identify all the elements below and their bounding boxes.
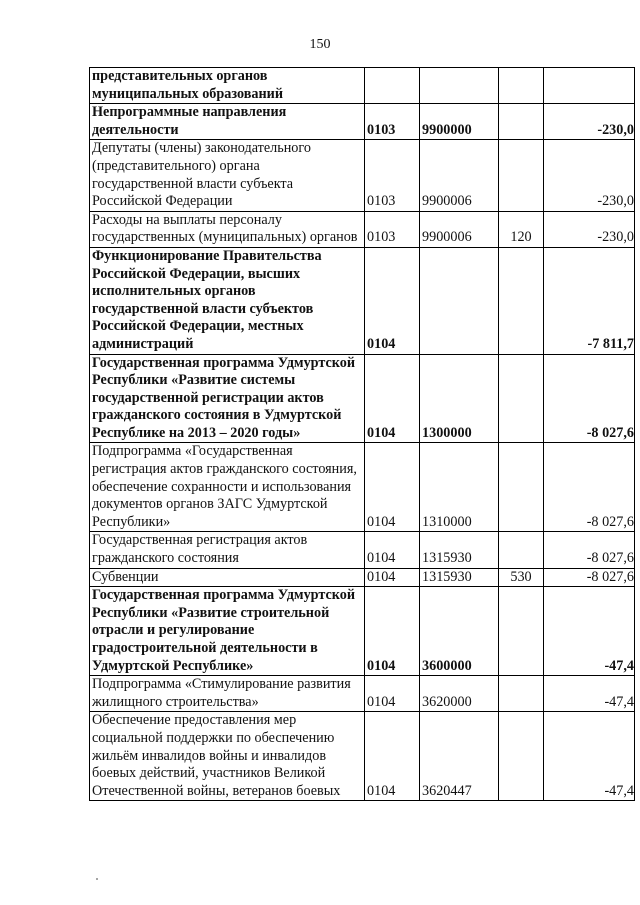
row-csr-cell: 3600000 [420,587,499,676]
table-row [90,443,635,532]
table-row [90,676,635,712]
row-csr-cell: 1300000 [420,354,499,443]
table-row [90,211,635,247]
row-vr-cell [499,587,544,676]
row-vr-cell [499,140,544,211]
row-name-cell: Расходы на выплаты персоналу государственных (муниципальных) органов [90,211,365,247]
row-csr-cell: 1310000 [420,443,499,532]
row-section-cell [365,68,420,104]
row-amount-cell: -230,0 [544,104,635,140]
row-vr-cell: 530 [499,568,544,587]
table-row [90,247,635,354]
row-vr-cell [499,443,544,532]
row-csr-cell [420,68,499,104]
row-vr-cell [499,104,544,140]
row-section-cell: 0104 [365,587,420,676]
row-csr-cell: 1315930 [420,532,499,568]
row-csr-cell: 9900006 [420,211,499,247]
row-amount-cell: -7 811,7 [544,247,635,354]
row-amount-cell [544,68,635,104]
row-name-cell: Обеспечение предоставления мер социальной поддержки по обеспечению жильём инвалидов войны и инвалидов боевых действий, участников Великой Отечественной войны, ветеранов боевых [90,712,365,801]
page-number: 150 [309,37,331,52]
row-name-cell: Государственная программа Удмуртской Республики «Развитие системы государственной регистрации актов гражданского состояния в Удмуртской Республике на 2013 – 2020 годы» [90,354,365,443]
scan-speck [96,878,98,880]
budget-table-body [90,68,635,801]
row-csr-cell [420,247,499,354]
row-name-cell: Государственная регистрация актов гражданского состояния [90,532,365,568]
row-section-cell: 0104 [365,247,420,354]
row-section-cell: 0104 [365,568,420,587]
row-section-cell: 0104 [365,676,420,712]
row-csr-cell: 9900000 [420,104,499,140]
row-name-cell: Подпрограмма «Государственная регистрация актов гражданского состояния, обеспечение сохранности и использования документов органов ЗАГС Удмуртской Республики» [90,443,365,532]
row-name-cell: представительных органов муниципальных образований [90,68,365,104]
row-name-cell: Депутаты (члены) законодательного (представительного) органа государственной власти субъекта Российской Федерации [90,140,365,211]
row-vr-cell [499,532,544,568]
row-csr-cell: 9900006 [420,140,499,211]
row-name-cell: Подпрограмма «Стимулирование развития жилищного строительства» [90,676,365,712]
row-name-cell: Функционирование Правительства Российской Федерации, высших исполнительных органов государственной власти субъектов Российской Федерации, местных администраций [90,247,365,354]
row-csr-cell: 3620447 [420,712,499,801]
row-vr-cell: 120 [499,211,544,247]
row-section-cell: 0104 [365,712,420,801]
row-section-cell: 0103 [365,211,420,247]
row-vr-cell [499,68,544,104]
row-amount-cell: -8 027,6 [544,443,635,532]
row-csr-cell: 1315930 [420,568,499,587]
row-amount-cell: -8 027,6 [544,532,635,568]
row-amount-cell: -230,0 [544,211,635,247]
table-row [90,587,635,676]
row-section-cell: 0104 [365,354,420,443]
row-name-cell: Государственная программа Удмуртской Республики «Развитие строительной отрасли и регулирование градостроительной деятельности в Удмуртской Республике» [90,587,365,676]
table-row [90,568,635,587]
table-row [90,712,635,801]
row-amount-cell: -8 027,6 [544,568,635,587]
row-section-cell: 0104 [365,532,420,568]
table-row [90,354,635,443]
table-row [90,140,635,211]
row-vr-cell [499,676,544,712]
row-vr-cell [499,712,544,801]
row-section-cell: 0103 [365,140,420,211]
budget-table [89,67,635,801]
table-row [90,532,635,568]
row-amount-cell: -230,0 [544,140,635,211]
row-name-cell: Субвенции [90,568,365,587]
table-row [90,104,635,140]
row-amount-cell: -47,4 [544,712,635,801]
row-vr-cell [499,354,544,443]
row-section-cell: 0104 [365,443,420,532]
row-amount-cell: -8 027,6 [544,354,635,443]
row-vr-cell [499,247,544,354]
row-section-cell: 0103 [365,104,420,140]
row-csr-cell: 3620000 [420,676,499,712]
table-row [90,68,635,104]
row-amount-cell: -47,4 [544,676,635,712]
row-name-cell: Непрограммные направления деятельности [90,104,365,140]
row-amount-cell: -47,4 [544,587,635,676]
